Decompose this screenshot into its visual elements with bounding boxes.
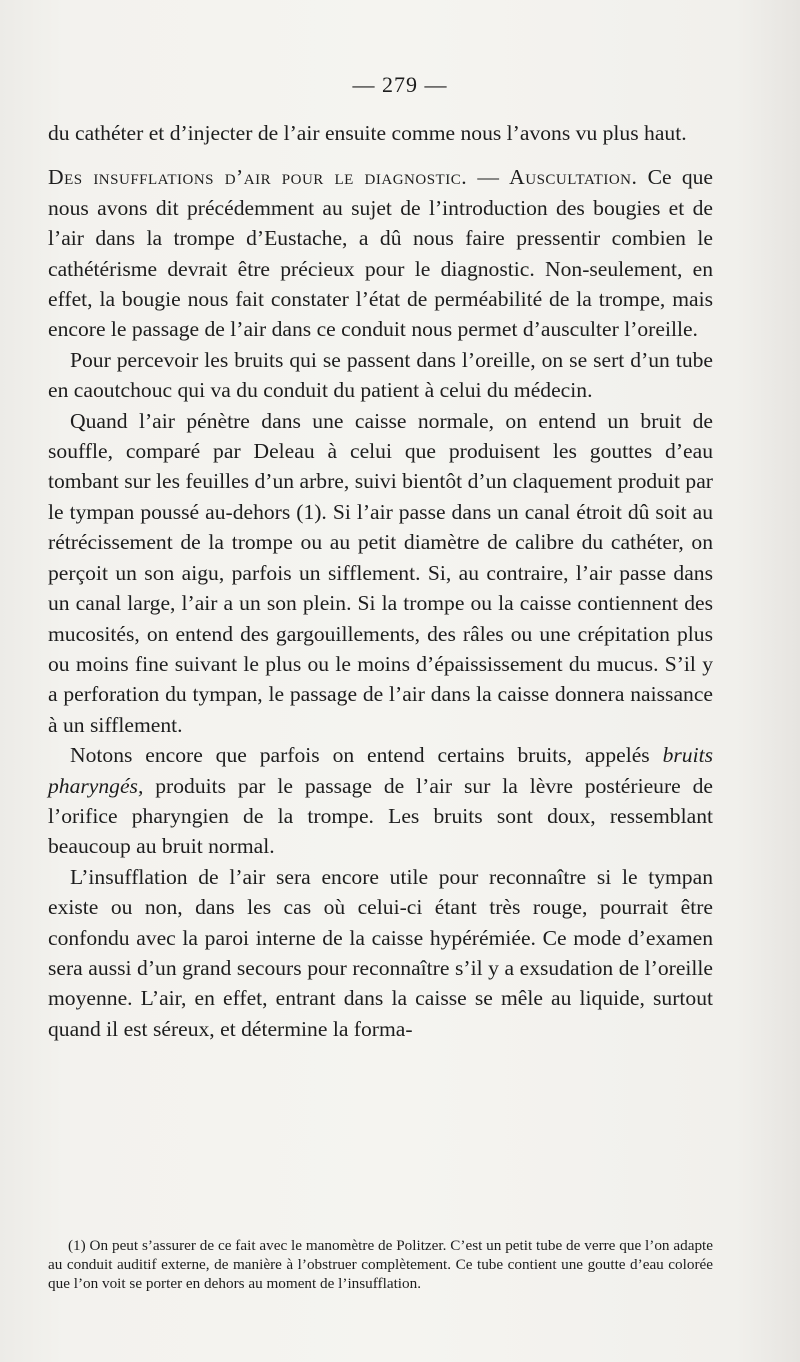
page-number: — 279 — bbox=[352, 72, 448, 97]
paragraph-5: L’insufflation de l’air sera encore utile pour reconnaître si le tympan existe ou non, dans les cas où celui-ci étant très rouge, pourrait être confondu avec la paroi interne de la caisse hypérémiée. Ce mode d’examen sera aussi d’un grand secours pour reconnaître s’il y a exsudation de l’oreille moyenne. L’air, en effet, entrant dans la caisse se mêle au liquide, surtout quand il est séreux, et détermine la forma- bbox=[48, 864, 713, 1041]
body-text bbox=[48, 118, 713, 1044]
paragraph-3: Quand l’air pénètre dans une caisse normale, on entend un bruit de souffle, comparé par Deleau à celui que produisent les gouttes d’eau tombant sur les feuilles d’un arbre, suivi bientôt d’un claquement produit par le tympan poussé au-dehors (1). Si l’air passe dans un canal étroit dû soit au rétrécissement de la trompe ou au petit diamètre de calibre du cathéter, on perçoit un son aigu, parfois un sifflement. Si, au contraire, l’air passe dans un canal large, l’air a un son plein. Si la trompe ou la caisse contiennent des mucosités, on entend des gargouillements, des râles ou une crépitation plus ou moins fine suivant le plus ou le moins d’épaississement du mucus. S’il y a perforation du tympan, le passage de l’air dans la caisse donnera naissance à un sifflement. bbox=[48, 408, 713, 737]
section-heading: Des insufflations d’air pour le diagnostic. bbox=[48, 165, 468, 190]
heading-dash: — bbox=[467, 165, 510, 190]
paragraph-4-end: produits par le passage de l’air sur la lèvre postérieure de l’orifice pharyngien de la trompe. Les bruits sont doux, ressemblant beaucoup au bruit normal. bbox=[48, 773, 713, 859]
footnote bbox=[48, 1236, 713, 1293]
section-paragraph bbox=[48, 162, 713, 344]
paragraph-2: Pour percevoir les bruits qui se passent dans l’oreille, on se sert d’un tube en caoutchouc qui va du conduit du patient à celui du médecin. bbox=[48, 347, 713, 403]
footnote-text: (1) On peut s’assurer de ce fait avec le manomètre de Politzer. C’est un petit tube de verre que l’on adapte au conduit auditif externe, de manière à l’obstruer complètement. Ce tube contient une goutte d’eau colorée que l’on voit se porter en dehors au moment de l’insufflation. bbox=[48, 1237, 713, 1292]
section-subheading: Auscultation. bbox=[509, 165, 638, 190]
paragraph-continuation: du cathéter et d’injecter de l’air ensuite comme nous l’avons vu plus haut. bbox=[48, 121, 687, 145]
paragraph-1: Ce que nous avons dit précédemment au sujet de l’introduction des bougies et de l’air dans la trompe d’Eustache, a dû nous faire pressentir combien le cathétérisme devrait être précieux pour le diagnostic. Non-seulement, en effet, la bougie nous fait constater l’état de perméabilité de la trompe, mais encore le passage de l’air dans ce conduit nous permet d’ausculter l’oreille. bbox=[48, 165, 714, 342]
paragraph-4-italic: bruits pharyngés, bbox=[48, 743, 713, 798]
paragraph-4 bbox=[48, 740, 713, 862]
paragraph-4-start: Notons encore que parfois on entend certains bruits, appelés bbox=[70, 743, 663, 768]
